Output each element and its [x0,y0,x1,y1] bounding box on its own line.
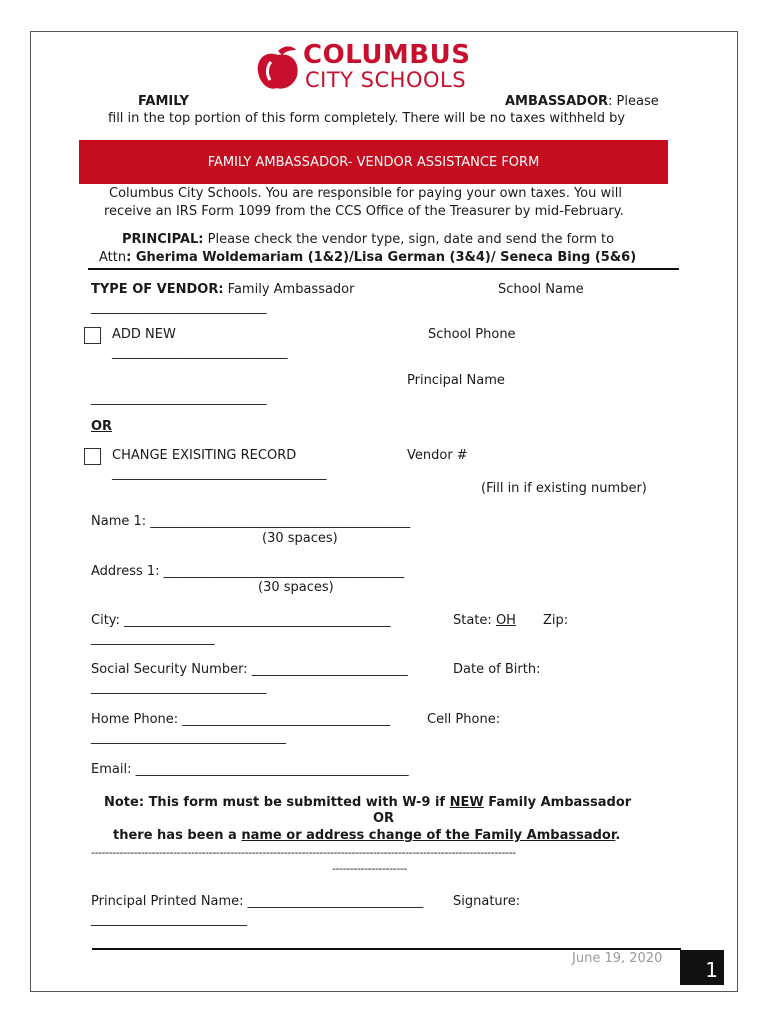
note-line1-b: Family Ambassador [483,795,632,810]
divider-line1: ----------------------------------------------------------------------------------------------------------------------- [91,846,516,859]
logo-text-columbus: COLUMBUS [303,40,471,70]
page-number: 1 [705,958,718,982]
signature-label: Signature: [453,894,521,909]
cell-phone-label: Cell Phone: [427,712,501,727]
apple-logo-icon [255,42,301,92]
state-label: State: [453,613,496,628]
home-phone-field[interactable]: Home Phone: ________________________________ [91,712,391,727]
note-or: OR [373,811,395,826]
principal-name-label: Principal Name [407,373,505,388]
form-title-banner [79,140,668,184]
attn-names: : Gherima Woldemariam (1&2)/Lisa German (3&4)/ Seneca Bing (5&6) [126,250,637,265]
state-field [453,613,516,628]
taxes-line1: Columbus City Schools. You are responsible for paying your own taxes. You will [109,186,622,201]
school-phone-line[interactable]: ___________________________ [112,345,288,360]
principal-printed-name-field[interactable]: Principal Printed Name: ___________________________ [91,894,424,909]
state-value[interactable]: OH [495,613,516,628]
dob-label: Date of Birth: [453,662,541,677]
add-new-checkbox[interactable] [84,327,101,344]
principal-name-line[interactable]: ___________________________ [91,391,267,406]
name-field[interactable]: Name 1: ________________________________________ [91,514,411,529]
address-hint: (30 spaces) [258,580,334,595]
intro-please: : Please [608,94,659,109]
vendor-number-line[interactable]: _________________________________ [112,466,327,481]
change-record-checkbox[interactable] [84,448,101,465]
attn-prefix: Attn [99,250,127,265]
note-line3-a: there has been a [113,828,242,843]
divider-line2: --------------------- [332,862,407,875]
note-line3-underlined: name or address change of the Family Ambassador [241,828,616,843]
signature-line[interactable]: ________________________ [91,912,247,927]
taxes-line2: receive an IRS Form 1099 from the CCS Office of the Treasurer by mid-February. [104,204,624,219]
vendor-type-label: TYPE OF VENDOR: [91,282,224,297]
note-line3 [113,828,620,843]
dob-line[interactable]: ___________________________ [91,680,267,695]
note-new: NEW [449,795,484,810]
address-field[interactable]: Address 1: _____________________________________ [91,564,405,579]
note-line3-b: . [615,828,621,843]
change-record-label: CHANGE EXISITING RECORD [112,448,297,463]
principal-instruction-text: Please check the vendor type, sign, date and send the form to [203,232,615,247]
vendor-type [91,282,354,297]
logo-text-city-schools: CITY SCHOOLS [305,68,467,92]
vendor-number-label: Vendor # [407,448,468,463]
school-phone-label: School Phone [428,327,516,342]
add-new-label: ADD NEW [112,327,176,342]
fill-existing-hint: (Fill in if existing number) [481,481,647,496]
footer-date: June 19, 2020 [572,951,663,966]
vendor-type-value: Family Ambassador [223,282,355,297]
city-field[interactable]: City: _________________________________________ [91,613,391,628]
attn-underline [88,268,679,270]
intro-ambassador: AMBASSADOR [505,94,609,109]
intro-family: FAMILY [138,94,189,109]
note-line1-a: Note: This form must be submitted with W-9 if [104,795,450,810]
form-title: FAMILY AMBASSADOR- VENDOR ASSISTANCE FORM [207,154,540,170]
zip-label: Zip: [543,613,569,628]
school-name-line[interactable]: ___________________________ [91,300,267,315]
ssn-field[interactable]: Social Security Number: ________________________ [91,662,408,677]
intro-line2: fill in the top portion of this form completely. There will be no taxes withheld by [108,111,626,126]
note-line1 [104,795,631,810]
principal-label: PRINCIPAL: [122,232,204,247]
page-number-box [680,950,724,985]
principal-instruction [122,232,614,247]
zip-line[interactable]: ___________________ [91,631,215,646]
or-label: OR [91,419,113,434]
email-field[interactable]: Email: __________________________________________ [91,762,409,777]
footer-rule [92,948,681,950]
logo [255,40,485,94]
school-name-label: School Name [498,282,584,297]
cell-phone-line[interactable]: ______________________________ [91,730,286,745]
attn-line [99,250,636,265]
name-hint: (30 spaces) [262,531,338,546]
intro-ambassador-line [505,94,659,109]
